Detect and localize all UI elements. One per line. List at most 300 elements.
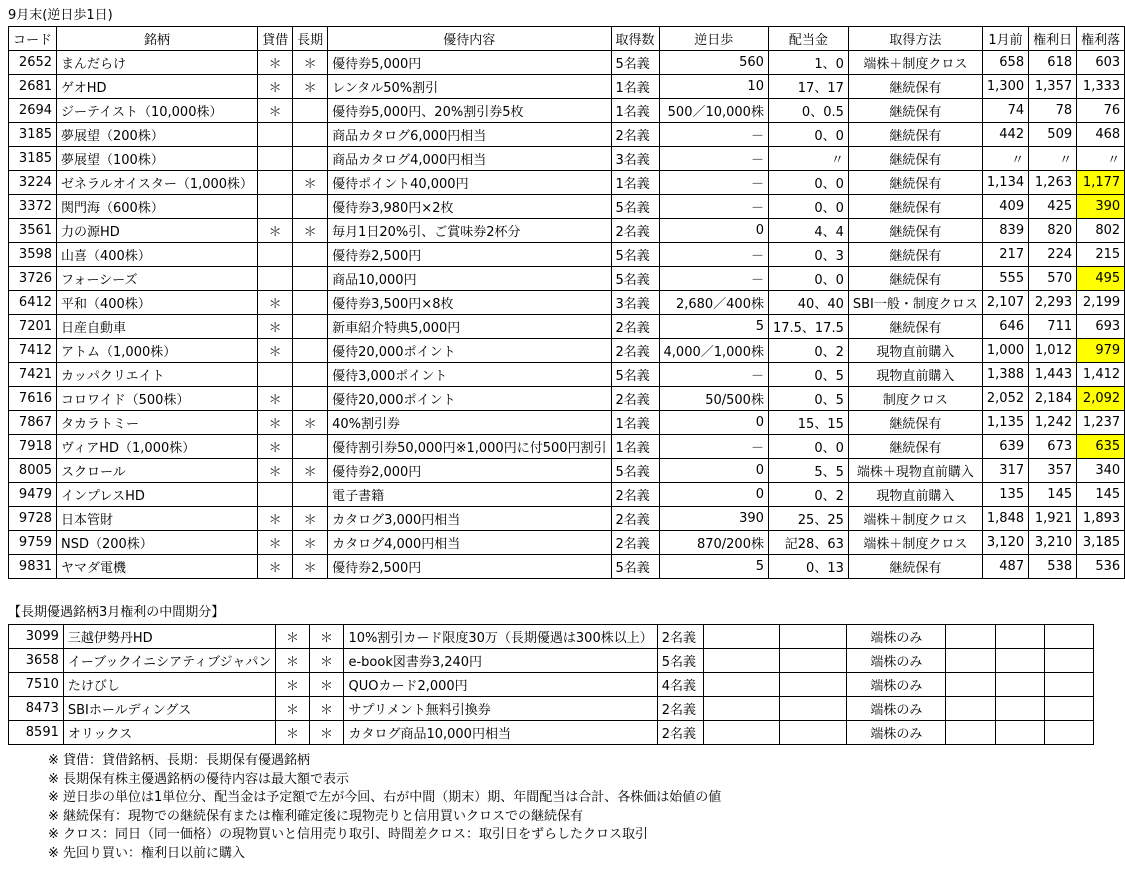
cell-haito — [779, 673, 847, 697]
cell-shutoku: 2名義 — [657, 697, 703, 721]
table-row — [9, 267, 1125, 291]
cell-haito: 0、2 — [768, 339, 848, 363]
cell-month-before: 555 — [982, 267, 1028, 291]
cell-gyakuhibu — [703, 721, 779, 745]
cell-kenri-day: 3,210 — [1029, 531, 1077, 555]
cell-kenri-day: 538 — [1029, 555, 1077, 579]
cell-shutoku: 1名義 — [611, 171, 659, 195]
cell-shutoku: 5名義 — [611, 363, 659, 387]
cell-taishaku — [258, 483, 293, 507]
cell-code: 7616 — [9, 387, 57, 411]
cell-kenri-day: 2,184 — [1029, 387, 1077, 411]
table-row — [9, 411, 1125, 435]
cell-code: 9831 — [9, 555, 57, 579]
cell-method: 継続保有 — [848, 243, 982, 267]
cell-kenri-ochi: 2,199 — [1077, 291, 1125, 315]
cell-month-before: 135 — [982, 483, 1028, 507]
cell-haito: 25、25 — [768, 507, 848, 531]
table-row — [9, 555, 1125, 579]
cell-kenri-ochi: 468 — [1077, 123, 1125, 147]
cell-kenri-day: 224 — [1029, 243, 1077, 267]
cell-content: 優待3,000ポイント — [328, 363, 611, 387]
cell-choki — [293, 387, 328, 411]
cell-month-before: 658 — [982, 51, 1028, 75]
cell-code: 3224 — [9, 171, 57, 195]
cell-method: 継続保有 — [848, 555, 982, 579]
cell-choki: ＊ — [309, 649, 344, 673]
cell-shutoku: 2名義 — [611, 219, 659, 243]
table-row — [9, 339, 1125, 363]
cell-name: 日産自動車 — [57, 315, 258, 339]
cell-code: 8005 — [9, 459, 57, 483]
cell-gyakuhibu — [703, 673, 779, 697]
cell-content: カタログ3,000円相当 — [328, 507, 611, 531]
cell-shutoku: 2名義 — [611, 339, 659, 363]
cell-haito: 0、5 — [768, 363, 848, 387]
cell-name: カッパクリエイト — [57, 363, 258, 387]
cell-choki: ＊ — [293, 459, 328, 483]
cell-month-before: 2,052 — [982, 387, 1028, 411]
cell-kenri-day: 618 — [1029, 51, 1077, 75]
cell-choki — [293, 435, 328, 459]
cell-content: 電子書籍 — [328, 483, 611, 507]
cell-code: 7918 — [9, 435, 57, 459]
note-line: ※ 逆日歩の単位は1単位分、配当金は予定額で左が今回、右が中間（期末）期、年間配当は合計、各株価は始値の値 — [48, 790, 722, 805]
cell-method: 継続保有 — [848, 411, 982, 435]
header-content: 優待内容 — [328, 27, 611, 51]
table-row — [9, 435, 1125, 459]
cell-taishaku — [258, 195, 293, 219]
cell-name: 日本管財 — [57, 507, 258, 531]
cell-kenri-day: 1,242 — [1029, 411, 1077, 435]
cell-gyakuhibu: 5 — [659, 555, 768, 579]
cell-choki — [293, 291, 328, 315]
cell-name: アトム（1,000株） — [57, 339, 258, 363]
cell-gyakuhibu: － — [659, 123, 768, 147]
header-kenri-ochi: 権利落 — [1077, 27, 1125, 51]
cell-choki: ＊ — [293, 51, 328, 75]
cell-kenri-day — [996, 625, 1044, 649]
cell-kenri-day: 509 — [1029, 123, 1077, 147]
cell-taishaku: ＊ — [258, 387, 293, 411]
table-row — [9, 721, 1094, 745]
cell-kenri-ochi: 145 — [1077, 483, 1125, 507]
cell-choki: ＊ — [293, 75, 328, 99]
cell-taishaku: ＊ — [276, 673, 309, 697]
table-row — [9, 625, 1094, 649]
cell-kenri-day — [996, 649, 1044, 673]
cell-gyakuhibu: 390 — [659, 507, 768, 531]
cell-shutoku: 1名義 — [611, 435, 659, 459]
cell-kenri-ochi: 979 — [1077, 339, 1125, 363]
cell-taishaku — [258, 171, 293, 195]
cell-code: 7412 — [9, 339, 57, 363]
cell-content: 商品カタログ6,000円相当 — [328, 123, 611, 147]
cell-content: 新車紹介特典5,000円 — [328, 315, 611, 339]
cell-kenri-day: 570 — [1029, 267, 1077, 291]
cell-method: 継続保有 — [848, 315, 982, 339]
cell-haito: 〃 — [768, 147, 848, 171]
cell-gyakuhibu: 870/200株 — [659, 531, 768, 555]
cell-choki — [293, 123, 328, 147]
cell-choki — [293, 315, 328, 339]
cell-haito: 0、3 — [768, 243, 848, 267]
cell-kenri-ochi: 〃 — [1077, 147, 1125, 171]
cell-kenri-day: 357 — [1029, 459, 1077, 483]
cell-kenri-day: 1,921 — [1029, 507, 1077, 531]
cell-taishaku: ＊ — [258, 435, 293, 459]
cell-name: コロワイド（500株） — [57, 387, 258, 411]
cell-haito — [779, 649, 847, 673]
cell-name: ゲオHD — [57, 75, 258, 99]
cell-gyakuhibu — [703, 625, 779, 649]
cell-choki: ＊ — [293, 555, 328, 579]
yutai-table — [8, 26, 1125, 579]
notes — [48, 752, 721, 863]
cell-month-before: 74 — [982, 99, 1028, 123]
cell-gyakuhibu: － — [659, 435, 768, 459]
cell-code: 3372 — [9, 195, 57, 219]
cell-taishaku: ＊ — [276, 625, 309, 649]
cell-month-before: 839 — [982, 219, 1028, 243]
cell-choki — [293, 243, 328, 267]
cell-gyakuhibu: 5 — [659, 315, 768, 339]
cell-shutoku: 1名義 — [611, 411, 659, 435]
cell-haito: 記28、63 — [768, 531, 848, 555]
cell-kenri-ochi — [1044, 649, 1093, 673]
cell-content: 優待ポイント40,000円 — [328, 171, 611, 195]
cell-content: 商品カタログ4,000円相当 — [328, 147, 611, 171]
cell-month-before — [946, 673, 996, 697]
cell-taishaku — [258, 267, 293, 291]
cell-taishaku — [258, 243, 293, 267]
cell-haito: 0、2 — [768, 483, 848, 507]
table-row — [9, 315, 1125, 339]
cell-code: 3099 — [9, 625, 64, 649]
cell-kenri-ochi: 2,092 — [1077, 387, 1125, 411]
cell-method: 端株＋制度クロス — [848, 531, 982, 555]
cell-kenri-day: 1,357 — [1029, 75, 1077, 99]
table-row — [9, 507, 1125, 531]
note-line: ※ クロス：同日（同一価格）の現物買いと信用売り取引、時間差クロス：取引日をずらしたクロス取引 — [48, 827, 649, 842]
cell-content: 優待券5,000円 — [328, 51, 611, 75]
cell-name: ジーテイスト（10,000株） — [57, 99, 258, 123]
cell-shutoku: 1名義 — [611, 99, 659, 123]
cell-haito: 0、0 — [768, 267, 848, 291]
cell-gyakuhibu: 0 — [659, 411, 768, 435]
cell-code: 9728 — [9, 507, 57, 531]
cell-code: 7421 — [9, 363, 57, 387]
cell-code: 2694 — [9, 99, 57, 123]
cell-taishaku — [258, 363, 293, 387]
cell-content: e-book図書券3,240円 — [344, 649, 657, 673]
cell-month-before: 487 — [982, 555, 1028, 579]
cell-kenri-day: 2,293 — [1029, 291, 1077, 315]
cell-kenri-day: 1,263 — [1029, 171, 1077, 195]
header-month-before: 1月前 — [982, 27, 1028, 51]
cell-gyakuhibu: － — [659, 267, 768, 291]
cell-choki: ＊ — [309, 673, 344, 697]
cell-name: インプレスHD — [57, 483, 258, 507]
table-row — [9, 387, 1125, 411]
cell-name: スクロール — [57, 459, 258, 483]
cell-kenri-day: 1,443 — [1029, 363, 1077, 387]
note-line: ※ 継続保有：現物での継続保有または権利確定後に現物売りと信用買いクロスでの継続保有 — [48, 808, 584, 824]
cell-haito — [779, 625, 847, 649]
cell-kenri-ochi: 340 — [1077, 459, 1125, 483]
cell-content: カタログ商品10,000円相当 — [344, 721, 657, 745]
cell-choki — [293, 339, 328, 363]
cell-method: 端株のみ — [847, 625, 946, 649]
cell-kenri-ochi — [1044, 673, 1093, 697]
cell-month-before: 3,120 — [982, 531, 1028, 555]
cell-choki — [293, 267, 328, 291]
cell-code: 7510 — [9, 673, 64, 697]
cell-shutoku: 1名義 — [611, 75, 659, 99]
sheet-title: 9月末(逆日歩1日) — [8, 8, 113, 23]
cell-taishaku — [258, 123, 293, 147]
table-row — [9, 459, 1125, 483]
cell-taishaku: ＊ — [258, 339, 293, 363]
cell-method: 継続保有 — [848, 75, 982, 99]
cell-content: 毎月1日20%引、ご賞味券2杯分 — [328, 219, 611, 243]
cell-kenri-day — [996, 697, 1044, 721]
cell-month-before — [946, 625, 996, 649]
cell-shutoku: 5名義 — [611, 459, 659, 483]
cell-content: 優待20,000ポイント — [328, 339, 611, 363]
cell-haito: 0、0 — [768, 171, 848, 195]
cell-shutoku: 2名義 — [611, 387, 659, 411]
cell-month-before: 1,134 — [982, 171, 1028, 195]
cell-taishaku: ＊ — [276, 721, 309, 745]
table-row — [9, 363, 1125, 387]
cell-taishaku: ＊ — [258, 219, 293, 243]
cell-month-before: 1,848 — [982, 507, 1028, 531]
cell-kenri-day: 425 — [1029, 195, 1077, 219]
cell-kenri-day: 820 — [1029, 219, 1077, 243]
cell-kenri-ochi — [1044, 625, 1093, 649]
cell-haito: 5、5 — [768, 459, 848, 483]
cell-code: 3561 — [9, 219, 57, 243]
cell-month-before — [946, 697, 996, 721]
cell-haito: 17、17 — [768, 75, 848, 99]
cell-gyakuhibu: － — [659, 363, 768, 387]
cell-code: 3658 — [9, 649, 64, 673]
cell-method: 端株のみ — [847, 721, 946, 745]
cell-kenri-ochi: 1,177 — [1077, 171, 1125, 195]
cell-gyakuhibu — [703, 697, 779, 721]
cell-code: 3185 — [9, 123, 57, 147]
note-line: ※ 貸借：貸借銘柄、長期：長期保有優遇銘柄 — [48, 753, 311, 768]
cell-content: 優待券5,000円、20%割引券5枚 — [328, 99, 611, 123]
cell-shutoku: 2名義 — [611, 123, 659, 147]
cell-choki — [293, 363, 328, 387]
cell-gyakuhibu: － — [659, 171, 768, 195]
cell-method: 現物直前購入 — [848, 483, 982, 507]
header-method: 取得方法 — [848, 27, 982, 51]
cell-code: 3598 — [9, 243, 57, 267]
cell-method: 継続保有 — [848, 171, 982, 195]
cell-method: 端株のみ — [847, 673, 946, 697]
cell-choki — [293, 147, 328, 171]
table-row — [9, 291, 1125, 315]
cell-shutoku: 4名義 — [657, 673, 703, 697]
cell-taishaku: ＊ — [258, 411, 293, 435]
cell-haito: 40、40 — [768, 291, 848, 315]
cell-code: 3726 — [9, 267, 57, 291]
cell-content: レンタル50%割引 — [328, 75, 611, 99]
cell-shutoku: 5名義 — [611, 195, 659, 219]
table-row — [9, 51, 1125, 75]
table-row — [9, 195, 1125, 219]
cell-method: 現物直前購入 — [848, 339, 982, 363]
cell-name: フォーシーズ — [57, 267, 258, 291]
cell-kenri-ochi: 1,333 — [1077, 75, 1125, 99]
cell-shutoku: 3名義 — [611, 291, 659, 315]
cell-choki: ＊ — [309, 697, 344, 721]
cell-name: オリックス — [63, 721, 275, 745]
cell-choki — [293, 195, 328, 219]
cell-month-before: 646 — [982, 315, 1028, 339]
cell-name: ゼネラルオイスター（1,000株） — [57, 171, 258, 195]
cell-name: 夢展望（100株） — [57, 147, 258, 171]
cell-taishaku: ＊ — [258, 291, 293, 315]
cell-taishaku: ＊ — [258, 99, 293, 123]
cell-name: イーブックイニシアティブジャパン — [63, 649, 275, 673]
cell-kenri-day: 〃 — [1029, 147, 1077, 171]
cell-method: 端株＋制度クロス — [848, 51, 982, 75]
cell-shutoku: 5名義 — [611, 267, 659, 291]
cell-taishaku: ＊ — [258, 555, 293, 579]
cell-gyakuhibu: － — [659, 195, 768, 219]
table-row — [9, 483, 1125, 507]
cell-kenri-ochi: 1,237 — [1077, 411, 1125, 435]
cell-kenri-ochi: 536 — [1077, 555, 1125, 579]
cell-taishaku: ＊ — [258, 459, 293, 483]
table-row — [9, 75, 1125, 99]
cell-name: ヴィアHD（1,000株） — [57, 435, 258, 459]
cell-content: 優待20,000ポイント — [328, 387, 611, 411]
table-row — [9, 243, 1125, 267]
table-row — [9, 99, 1125, 123]
cell-taishaku: ＊ — [258, 75, 293, 99]
cell-method: 継続保有 — [848, 99, 982, 123]
cell-month-before: 317 — [982, 459, 1028, 483]
cell-shutoku: 2名義 — [657, 721, 703, 745]
cell-shutoku: 5名義 — [611, 51, 659, 75]
cell-kenri-ochi: 495 — [1077, 267, 1125, 291]
cell-gyakuhibu: 10 — [659, 75, 768, 99]
cell-name: 力の源HD — [57, 219, 258, 243]
cell-haito: 1、0 — [768, 51, 848, 75]
cell-code: 2652 — [9, 51, 57, 75]
cell-taishaku: ＊ — [258, 315, 293, 339]
cell-name: NSD（200株） — [57, 531, 258, 555]
cell-method: 継続保有 — [848, 219, 982, 243]
table-row — [9, 171, 1125, 195]
cell-month-before: 1,000 — [982, 339, 1028, 363]
cell-shutoku: 5名義 — [657, 649, 703, 673]
cell-month-before: 1,388 — [982, 363, 1028, 387]
cell-gyakuhibu — [703, 649, 779, 673]
cell-content: 40%割引券 — [328, 411, 611, 435]
cell-method: 端株のみ — [847, 649, 946, 673]
cell-haito: 0、0.5 — [768, 99, 848, 123]
long-term-table — [8, 624, 1094, 745]
cell-gyakuhibu: 560 — [659, 51, 768, 75]
header-name: 銘柄 — [57, 27, 258, 51]
cell-choki: ＊ — [309, 721, 344, 745]
cell-name: ヤマダ電機 — [57, 555, 258, 579]
cell-name: たけびし — [63, 673, 275, 697]
cell-method: 継続保有 — [848, 195, 982, 219]
cell-kenri-ochi: 603 — [1077, 51, 1125, 75]
cell-method: 継続保有 — [848, 267, 982, 291]
cell-content: QUOカード2,000円 — [344, 673, 657, 697]
section-title: 【長期優遇銘柄3月権利の中間期分】 — [8, 605, 225, 620]
cell-content: 商品10,000円 — [328, 267, 611, 291]
header-shutoku: 取得数 — [611, 27, 659, 51]
cell-haito: 4、4 — [768, 219, 848, 243]
cell-gyakuhibu: － — [659, 147, 768, 171]
note-line: ※ 長期保有株主優遇銘柄の優待内容は最大額で表示 — [48, 771, 350, 787]
cell-content: 優待券3,980円×2枚 — [328, 195, 611, 219]
cell-month-before: 442 — [982, 123, 1028, 147]
cell-content: 優待券2,000円 — [328, 459, 611, 483]
table-row — [9, 697, 1094, 721]
cell-month-before: 409 — [982, 195, 1028, 219]
cell-kenri-ochi: 635 — [1077, 435, 1125, 459]
cell-month-before: 2,107 — [982, 291, 1028, 315]
cell-choki: ＊ — [293, 507, 328, 531]
cell-shutoku: 2名義 — [611, 315, 659, 339]
cell-kenri-day: 78 — [1029, 99, 1077, 123]
cell-kenri-ochi: 693 — [1077, 315, 1125, 339]
cell-shutoku: 2名義 — [657, 625, 703, 649]
cell-gyakuhibu: 50/500株 — [659, 387, 768, 411]
cell-taishaku: ＊ — [276, 697, 309, 721]
table-row — [9, 649, 1094, 673]
cell-gyakuhibu: 4,000／1,000株 — [659, 339, 768, 363]
cell-haito: 0、0 — [768, 435, 848, 459]
cell-shutoku: 5名義 — [611, 555, 659, 579]
cell-code: 6412 — [9, 291, 57, 315]
cell-taishaku: ＊ — [258, 51, 293, 75]
header-gyakuhibu: 逆日歩 — [659, 27, 768, 51]
cell-code: 2681 — [9, 75, 57, 99]
cell-kenri-day: 711 — [1029, 315, 1077, 339]
table-row — [9, 147, 1125, 171]
cell-code: 8473 — [9, 697, 64, 721]
cell-content: カタログ4,000円相当 — [328, 531, 611, 555]
cell-shutoku: 2名義 — [611, 483, 659, 507]
cell-code: 7867 — [9, 411, 57, 435]
cell-choki — [293, 483, 328, 507]
header-row — [9, 27, 1125, 51]
cell-haito: 0、0 — [768, 195, 848, 219]
cell-kenri-ochi: 76 — [1077, 99, 1125, 123]
cell-content: 優待券2,500円 — [328, 243, 611, 267]
cell-name: 三越伊勢丹HD — [63, 625, 275, 649]
cell-method: 継続保有 — [848, 123, 982, 147]
cell-code: 8591 — [9, 721, 64, 745]
cell-month-before: 〃 — [982, 147, 1028, 171]
cell-month-before: 639 — [982, 435, 1028, 459]
cell-kenri-ochi: 3,185 — [1077, 531, 1125, 555]
cell-code: 9479 — [9, 483, 57, 507]
cell-kenri-ochi — [1044, 697, 1093, 721]
cell-gyakuhibu: 0 — [659, 459, 768, 483]
